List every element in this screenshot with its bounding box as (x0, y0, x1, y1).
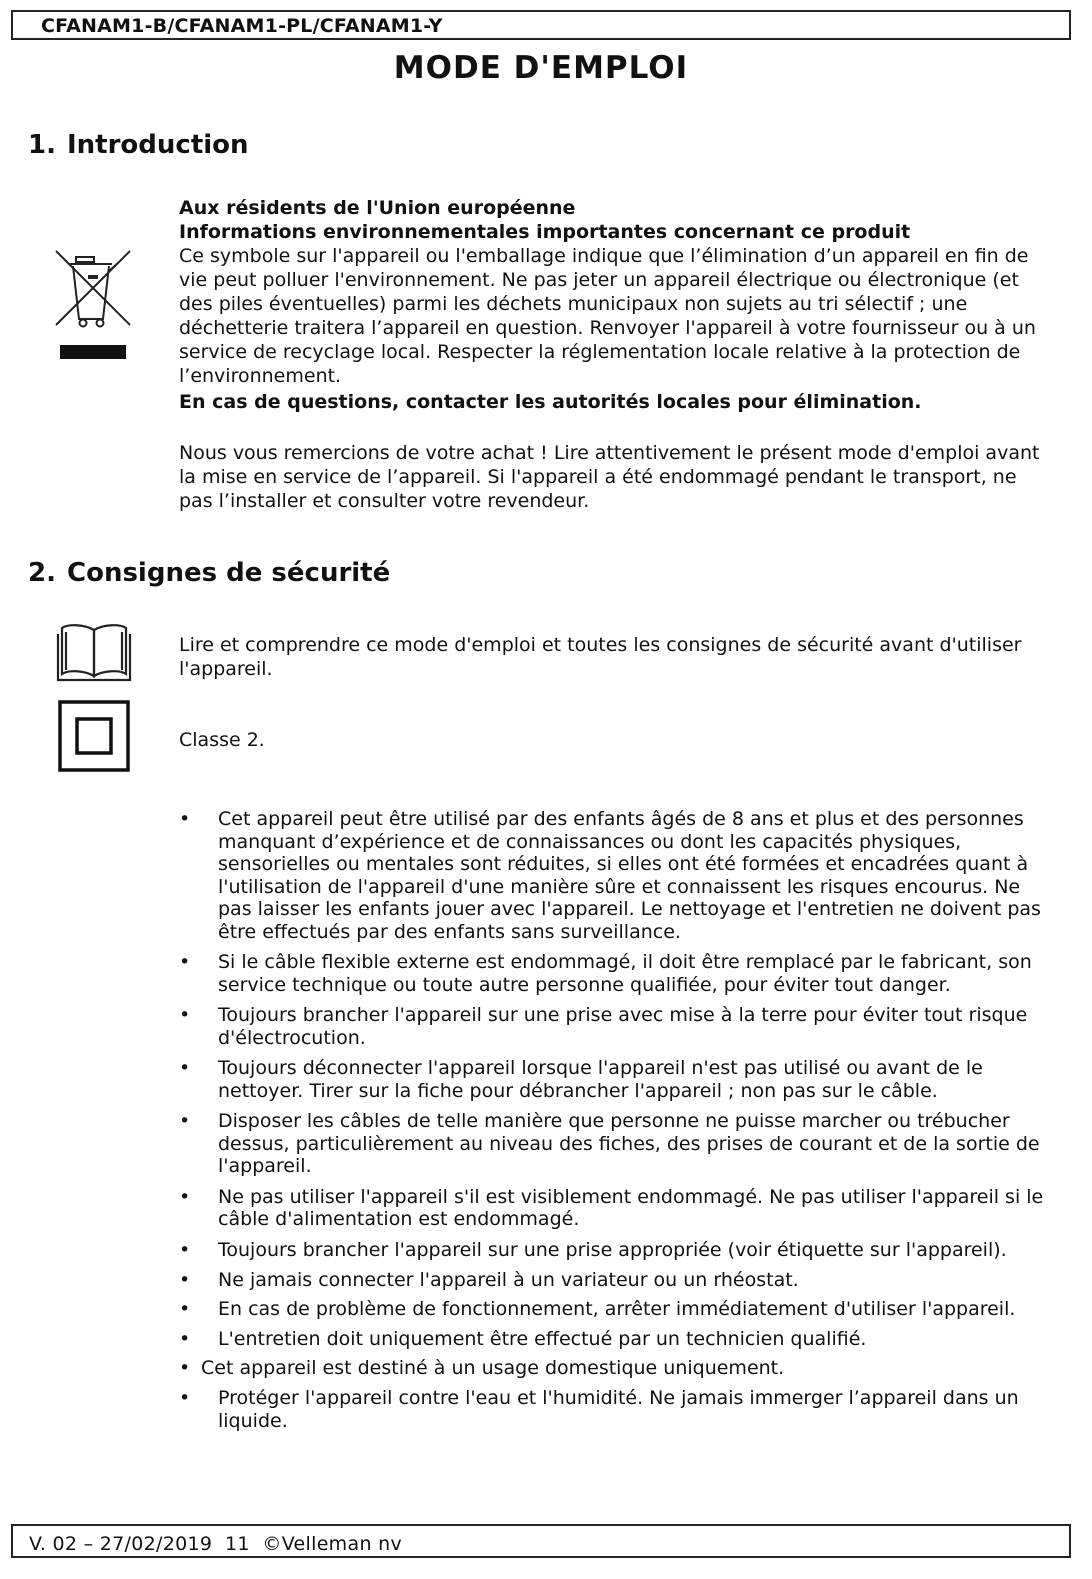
safety-bullet-list (179, 808, 1047, 1432)
section-1-title: Introduction (67, 130, 249, 160)
model-codes: CFANAM1-B/CFANAM1-PL/CFANAM1-Y (41, 15, 443, 37)
eu-residents-heading: Aux résidents de l'Union européenne (179, 197, 576, 219)
read-manual-paragraph: Lire et comprendre ce mode d'emploi et toutes les consignes de sécurité avant d'utiliser l'appareil. (179, 634, 1022, 680)
section-2-title: Consignes de sécurité (67, 558, 391, 588)
list-item: • Cet appareil est destiné à un usage domestique uniquement. (179, 1356, 785, 1379)
list-item: • Toujours brancher l'appareil sur une prise avec mise à la terre pour éviter tout risque d'électrocution. (179, 1004, 1028, 1049)
list-item: • Cet appareil peut être utilisé par des enfants âgés de 8 ans et plus et des personnes manquant d’expérience et de connaissances ou dont les capacités physiques, sensorielles ou mentales sont réduites, si elles ont été formées et encadrées quant à l'utilisation de l'appareil d'une manière sûre et connaissent les risques encourus. Ne pas laisser les enfants jouer avec l'appareil. Le nettoyage et l'entretien ne doivent pas être effectués par des enfants sans surveillance. (179, 808, 1041, 943)
bullet-icon: • (179, 1328, 191, 1350)
bullet-icon: • (179, 951, 191, 973)
list-item: • En cas de problème de fonctionnement, arrêter immédiatement d'utiliser l'appareil. (179, 1297, 1016, 1320)
document-title: MODE D'EMPLOI (393, 50, 689, 86)
class-2-double-square-icon (58, 700, 130, 772)
bullet-icon: • (179, 1387, 191, 1409)
intro-block (179, 196, 1049, 513)
footer-version-text: V. 02 – 27/02/2019 11 ©Velleman nv (29, 1533, 403, 1555)
section-1-heading (28, 130, 249, 160)
list-item: • Ne pas utiliser l'appareil s'il est visiblement endommagé. Ne pas utiliser l'appareil si le câble d'alimentation est endommagé. (179, 1185, 1044, 1230)
class-2-text (179, 728, 1049, 752)
list-item: • Ne jamais connecter l'appareil à un variateur ou un rhéostat. (179, 1269, 799, 1291)
footer-box (11, 1524, 1071, 1558)
bullet-icon: • (179, 1297, 191, 1320)
list-item: • L'entretien doit uniquement être effectué par un technicien qualifié. (179, 1328, 867, 1350)
section-2-number: 2. (28, 558, 56, 588)
bullet-icon: • (179, 1057, 191, 1079)
class-2-label: Classe 2. (179, 729, 265, 751)
section-2-heading (28, 558, 390, 588)
header-box (11, 10, 1071, 40)
weee-bin-icon (50, 245, 138, 363)
weee-paragraph: Ce symbole sur l'appareil ou l'emballage indique que l’élimination d’un appareil en fin de vie peut polluer l'environnement. Ne pas jeter un appareil électrique ou électronique (et des piles éventuelles) parmi les déchets municipaux non sujets au tri sélectif ; une déchetterie traitera l’appareil en question. Renvoyer l'appareil à votre fournisseur ou à un service de recyclage local. Respecter la réglementation locale relative à la protection de l’environnement. (179, 245, 1036, 387)
environment-info-heading: Informations environnementales importantes concernant ce produit (179, 221, 911, 243)
section-1-number: 1. (28, 130, 56, 160)
list-item: • Toujours déconnecter l'appareil lorsque l'appareil n'est pas utilisé ou avant de le nettoyer. Tirer sur la fiche pour débrancher l'appareil ; non pas sur le câble. (179, 1057, 983, 1102)
list-item: • Toujours brancher l'appareil sur une prise appropriée (voir étiquette sur l'appareil). (179, 1238, 1007, 1261)
bullet-icon: • (179, 808, 191, 830)
bullet-icon: • (179, 1238, 191, 1261)
list-item: • Disposer les câbles de telle manière que personne ne puisse marcher ou trébucher dessus, particulièrement au niveau des fiches, des prises de courant et de la sortie de l'appareil. (179, 1110, 1040, 1177)
thanks-paragraph: Nous vous remercions de votre achat ! Lire attentivement le présent mode d'emploi avant la mise en service de l’appareil. Si l'appareil a été endommagé pendant le transport, ne pas l’installer et consulter votre revendeur. (179, 442, 1040, 512)
bullet-icon: • (179, 1110, 191, 1132)
list-item: • Si le câble flexible externe est endommagé, il doit être remplacé par le fabricant, son service technique ou toute autre personne qualifiée, pour éviter tout danger. (179, 951, 1032, 996)
bullet-icon: • (179, 1004, 191, 1026)
list-item: • Protéger l'appareil contre l'eau et l'humidité. Ne jamais immerger l’appareil dans un liquide. (179, 1387, 1019, 1432)
bullet-icon: • (179, 1356, 191, 1379)
read-manual-book-icon (54, 620, 134, 684)
bullet-icon: • (179, 1269, 191, 1291)
bullet-icon: • (179, 1185, 191, 1208)
contact-authorities-note: En cas de questions, contacter les autorités locales pour élimination. (179, 391, 922, 413)
read-manual-text (179, 633, 1049, 681)
